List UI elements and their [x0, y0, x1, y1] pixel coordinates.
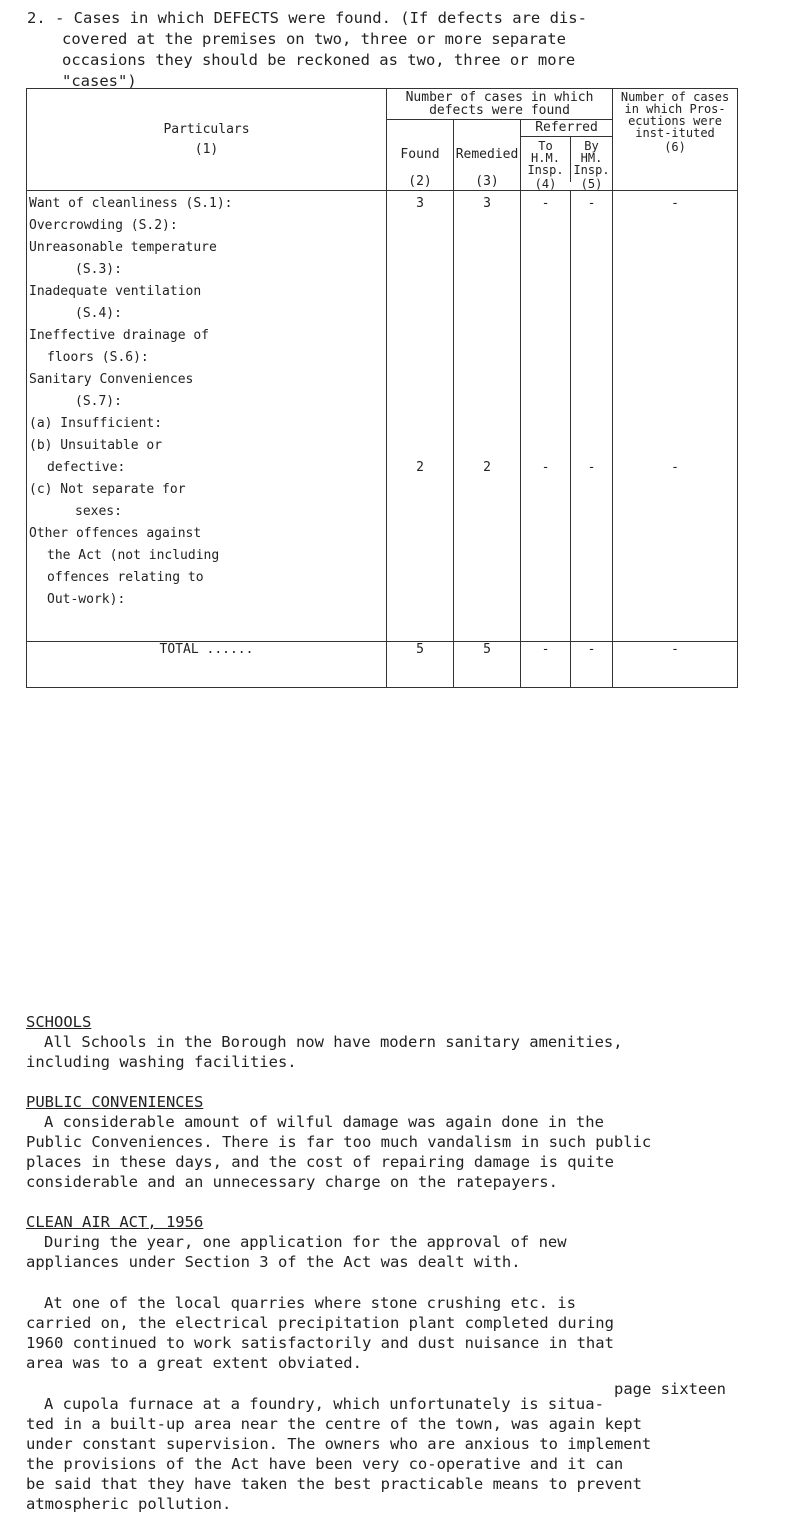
paragraph-line: At one of the local quarries where stone crushing etc. is: [44, 1294, 576, 1312]
header-found: [387, 120, 454, 191]
page-number: page sixteen: [614, 1380, 726, 1398]
paragraph-line: be said that they have taken the best practicable means to prevent: [26, 1475, 642, 1493]
row-label: (S.4):: [75, 306, 122, 321]
intro-line: 2. - Cases in which DEFECTS were found. (If defects are dis-: [27, 9, 587, 27]
header-prosecutions: [613, 89, 738, 191]
section-schools: [26, 1012, 786, 1072]
header-remedied-num: (3): [475, 174, 499, 189]
paragraph-line: A cupola furnace at a foundry, which unfortunately is situa-: [44, 1395, 604, 1413]
paragraph-line: carried on, the electrical precipitation plant completed during: [26, 1314, 614, 1332]
row-label: Out-work):: [47, 592, 126, 607]
by-hm-cleanliness: -: [587, 196, 596, 211]
paragraph-line: 1960 continued to work satisfactorily and dust nuisance in that: [26, 1334, 614, 1352]
header-to-hm-num: (4): [534, 177, 557, 191]
row-label: (S.7):: [75, 394, 122, 409]
header-found-label: Found: [400, 147, 440, 162]
intro-line: occasions they should be reckoned as two, three or more: [62, 51, 576, 69]
remedied-unsuitable: 2: [483, 460, 491, 475]
remedied-cleanliness: 3: [483, 196, 491, 211]
total-found: 5: [387, 642, 454, 688]
paragraph-line: places in these days, and the cost of repairing damage is quite: [26, 1153, 614, 1171]
to-hm-cleanliness: -: [541, 196, 550, 211]
paragraph-line: During the year, one application for the approval of new: [44, 1233, 567, 1251]
row-label: defective:: [47, 460, 126, 475]
body-text: [26, 1012, 786, 1514]
row-label: Ineffective drainage of: [29, 328, 210, 343]
row-label: (c) Not separate for: [29, 482, 186, 497]
header-prosecutions-label: Number of cases in which Pros-ecutions were inst-ituted: [620, 90, 730, 140]
row-label: Other offences against: [29, 526, 202, 541]
header-particulars-label: Particulars: [163, 121, 250, 137]
section-title: SCHOOLS: [26, 1013, 92, 1031]
to-hm-column: [521, 191, 571, 642]
row-label: Overcrowding (S.2):: [29, 218, 178, 233]
header-remedied: [454, 120, 521, 191]
section-clean-air: [26, 1212, 786, 1514]
row-label: (S.3):: [75, 262, 122, 277]
total-to-hm: -: [521, 642, 571, 688]
found-cleanliness: 3: [416, 196, 424, 211]
header-by-hm-num: (5): [580, 177, 603, 191]
found-column: [387, 191, 454, 642]
section-title: PUBLIC CONVENIENCES: [26, 1093, 204, 1111]
row-label: the Act (not including: [47, 548, 220, 563]
row-label: Want of cleanliness (S.1):: [29, 196, 233, 211]
remedied-column: [454, 191, 521, 642]
intro-heading: [27, 8, 767, 92]
paragraph-line: under constant supervision. The owners who are anxious to implement: [26, 1435, 652, 1453]
header-referred-label: Referred: [521, 120, 612, 137]
header-to-hm-label: To H.M. Insp.: [527, 139, 564, 177]
header-by-hm: [571, 137, 612, 190]
header-by-hm-label: By HM. Insp.: [573, 139, 610, 177]
header-particulars: [27, 89, 387, 191]
paragraph-line: considerable and an unnecessary charge on the ratepayers.: [26, 1173, 558, 1191]
header-group: Number of cases in which defects were found: [387, 89, 613, 120]
prosecutions-column: [613, 191, 738, 642]
intro-line: "cases"): [62, 72, 137, 90]
header-remedied-label: Remedied: [455, 147, 519, 162]
row-label: Unreasonable temperature: [29, 240, 217, 255]
total-label: TOTAL ......: [27, 642, 387, 688]
paragraph-line: including washing facilities.: [26, 1053, 297, 1071]
paragraph-line: the provisions of the Act have been very co-operative and it can: [26, 1455, 624, 1473]
pros-cleanliness: -: [671, 196, 679, 211]
row-label: sexes:: [75, 504, 122, 519]
to-hm-unsuitable: -: [541, 460, 550, 475]
pros-unsuitable: -: [671, 460, 679, 475]
section-title: CLEAN AIR ACT, 1956: [26, 1213, 204, 1231]
header-to-hm: [521, 137, 571, 191]
paragraph-line: Public Conveniences. There is far too much vandalism in such public: [26, 1133, 652, 1151]
header-found-num: (2): [408, 174, 432, 189]
total-by-hm: -: [571, 642, 613, 688]
row-label: Sanitary Conveniences: [29, 372, 194, 387]
paragraph-line: area was to a great extent obviated.: [26, 1354, 362, 1372]
row-label: offences relating to: [47, 570, 204, 585]
header-prosecutions-num: (6): [664, 140, 686, 154]
paragraph-line: All Schools in the Borough now have modern sanitary amenities,: [44, 1033, 623, 1051]
row-label: Inadequate ventilation: [29, 284, 202, 299]
defects-table: [26, 88, 738, 688]
paragraph-line: atmospheric pollution.: [26, 1495, 232, 1513]
by-hm-column: [571, 191, 613, 642]
total-row: [27, 642, 738, 688]
paragraph-line: ted in a built-up area near the centre of the town, was again kept: [26, 1415, 642, 1433]
row-label: (b) Unsuitable or: [29, 438, 163, 453]
section-conveniences: [26, 1092, 786, 1192]
by-hm-unsuitable: -: [587, 460, 596, 475]
total-remedied: 5: [454, 642, 521, 688]
header-particulars-num: (1): [194, 141, 219, 157]
paragraph-line: appliances under Section 3 of the Act was dealt with.: [26, 1253, 521, 1271]
paragraph-line: A considerable amount of wilful damage was again done in the: [44, 1113, 604, 1131]
row-label: (a) Insufficient:: [29, 416, 163, 431]
particulars-column: [27, 191, 387, 642]
found-unsuitable: 2: [416, 460, 424, 475]
intro-line: covered at the premises on two, three or more separate: [62, 30, 566, 48]
total-pros: -: [613, 642, 738, 688]
row-label: floors (S.6):: [47, 350, 149, 365]
header-referred: [521, 120, 613, 191]
